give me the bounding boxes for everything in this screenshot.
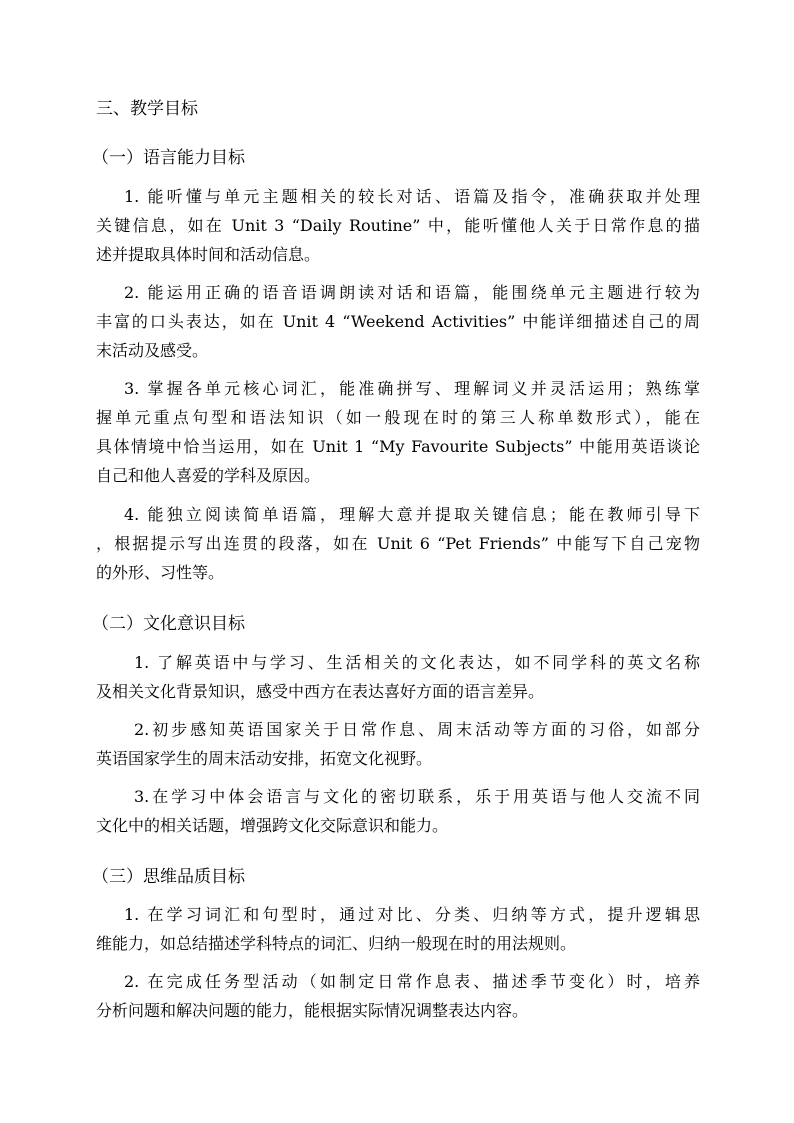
paragraph-line: 3.在学习中体会语言与文化的密切联系，乐于用英语与他人交流不同 bbox=[134, 787, 700, 806]
paragraph-line: 维能力，如总结描述学科特点的词汇、归纳一般现在时的用法规则。 bbox=[96, 934, 577, 953]
subsection-title: （三）思维品质目标 bbox=[92, 867, 245, 887]
paragraph-line: 具体情境中恰当运用，如在 Unit 1 “My Favourite Subjects” 中能用英语谈论 bbox=[96, 437, 700, 456]
subsection-title: （一）语言能力目标 bbox=[92, 148, 245, 168]
subsection-title: （二）文化意识目标 bbox=[92, 614, 245, 634]
paragraph-line: 关键信息，如在 Unit 3 “Daily Routine” 中，能听懂他人关于日常作息的描 bbox=[96, 216, 700, 235]
paragraph-line: ，根据提示写出连贯的段落，如在 Unit 6 “Pet Friends” 中能写下自己宠物 bbox=[96, 534, 700, 553]
section-title: 三、教学目标 bbox=[96, 99, 198, 119]
paragraph-line: 4. 能独立阅读简单语篇，理解大意并提取关键信息；能在教师引导下 bbox=[124, 505, 700, 524]
paragraph-line: 2.初步感知英语国家关于日常作息、周末活动等方面的习俗，如部分 bbox=[134, 720, 700, 739]
paragraph-line: 末活动及感受。 bbox=[96, 341, 209, 360]
paragraph-line: 英语国家学生的周末活动安排，拓宽文化视野。 bbox=[96, 749, 433, 768]
paragraph-line: 1. 能听懂与单元主题相关的较长对话、语篇及指令，准确获取并处理 bbox=[124, 187, 700, 206]
paragraph-line: 2. 在完成任务型活动（如制定日常作息表、描述季节变化）时，培养 bbox=[124, 972, 700, 991]
paragraph-line: 及相关文化背景知识，感受中西方在表达喜好方面的语言差异。 bbox=[96, 682, 545, 701]
paragraph-line: 文化中的相关话题，增强跨文化交际意识和能力。 bbox=[96, 816, 449, 835]
paragraph-line: 握单元重点句型和语法知识（如一般现在时的第三人称单数形式），能在 bbox=[96, 408, 700, 427]
paragraph-line: 丰富的口头表达，如在 Unit 4 “Weekend Activities” 中能详细描述自己的周 bbox=[96, 312, 700, 331]
paragraph-line: 述并提取具体时间和活动信息。 bbox=[96, 245, 321, 264]
paragraph-line: 1. 在学习词汇和句型时，通过对比、分类、归纳等方式，提升逻辑思 bbox=[124, 905, 700, 924]
paragraph-line: 1. 了解英语中与学习、生活相关的文化表达，如不同学科的英文名称 bbox=[134, 653, 700, 672]
paragraph-line: 分析问题和解决问题的能力，能根据实际情况调整表达内容。 bbox=[96, 1001, 529, 1020]
paragraph-line: 2. 能运用正确的语音语调朗读对话和语篇，能围绕单元主题进行较为 bbox=[124, 283, 700, 302]
paragraph-line: 3. 掌握各单元核心词汇，能准确拼写、理解词义并灵活运用；熟练掌 bbox=[124, 379, 700, 398]
paragraph-line: 的外形、习性等。 bbox=[96, 563, 225, 582]
paragraph-line: 自己和他人喜爱的学科及原因。 bbox=[96, 466, 321, 485]
